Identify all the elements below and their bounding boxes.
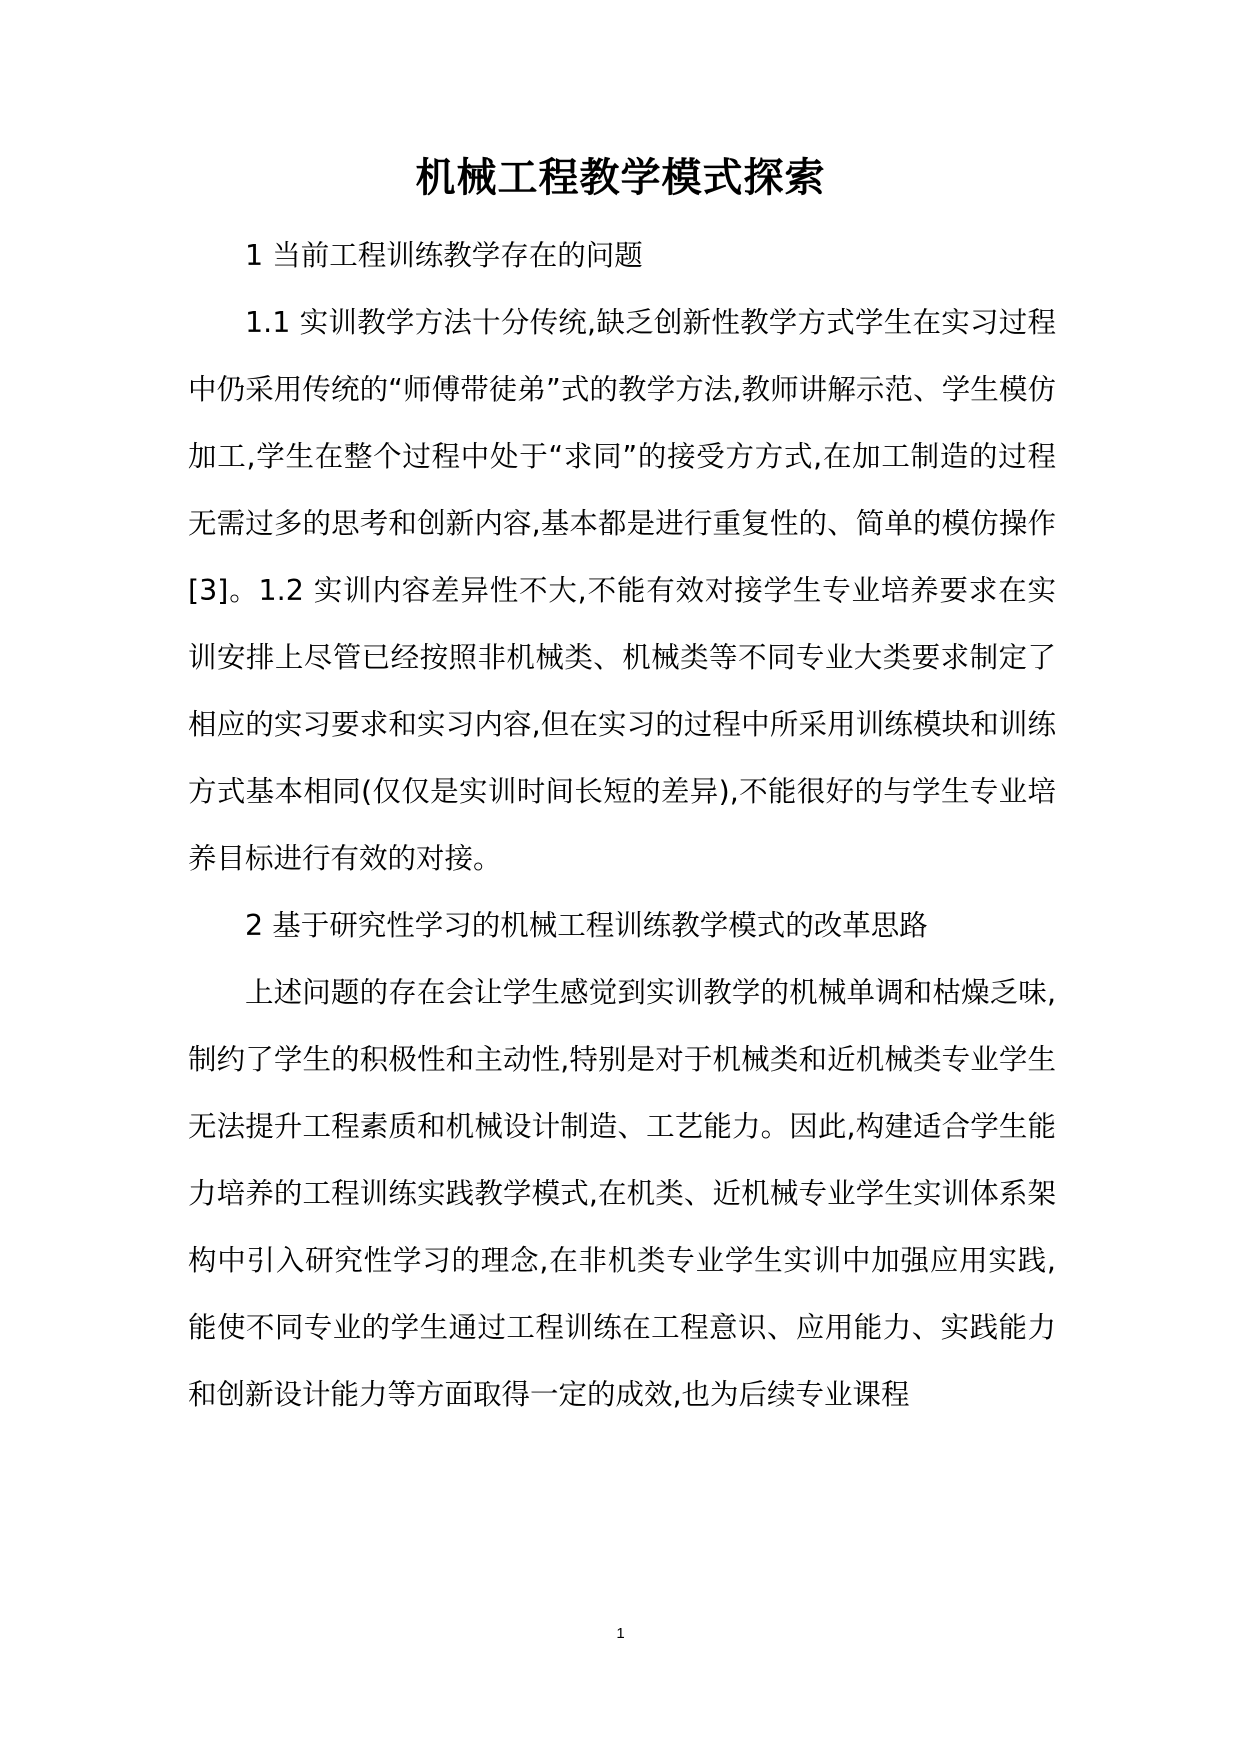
section-heading-1: 1 当前工程训练教学存在的问题 xyxy=(245,239,643,272)
body-paragraph-2: 上述问题的存在会让学生感觉到实训教学的机械单调和枯燥乏味,制约了学生的积极性和主动性,特别是对于机械类和近机械类专业学生无法提升工程素质和机械设计制造、工艺能力。因此,构建适合学生能力培养的工程训练实践教学模式,在机类、近机械专业学生实训体系架构中引入研究性学习的理念,在非机类专业学生实训中加强应用实践,能使不同专业的学生通过工程训练在工程意识、应用能力、实践能力和创新设计能力等方面取得一定的成效,也为后续专业课程 xyxy=(188,976,1056,1411)
section-heading-2: 2 基于研究性学习的机械工程训练教学模式的改革思路 xyxy=(245,909,928,942)
page-number: 1 xyxy=(616,1625,625,1642)
body-paragraph-1: 1.1 实训教学方法十分传统,缺乏创新性教学方式学生在实习过程中仍采用传统的“师傅带徒弟”式的教学方法,教师讲解示范、学生模仿加工,学生在整个过程中处于“求同”的接受方方式,在加工制造的过程无需过多的思考和创新内容,基本都是进行重复性的、简单的模仿操作[3]。1.2 实训内容差异性不大,不能有效对接学生专业培养要求在实训安排上尽管已经按照非机械类、机械类等不同专业大类要求制定了相应的实习要求和实习内容,但在实习的过程中所采用训练模块和训练方式基本相同(仅仅是实训时间长短的差异),不能很好的与学生专业培养目标进行有效的对接。 xyxy=(188,306,1056,875)
document-title: 机械工程教学模式探索 xyxy=(415,154,826,201)
document-body xyxy=(188,222,1056,1428)
